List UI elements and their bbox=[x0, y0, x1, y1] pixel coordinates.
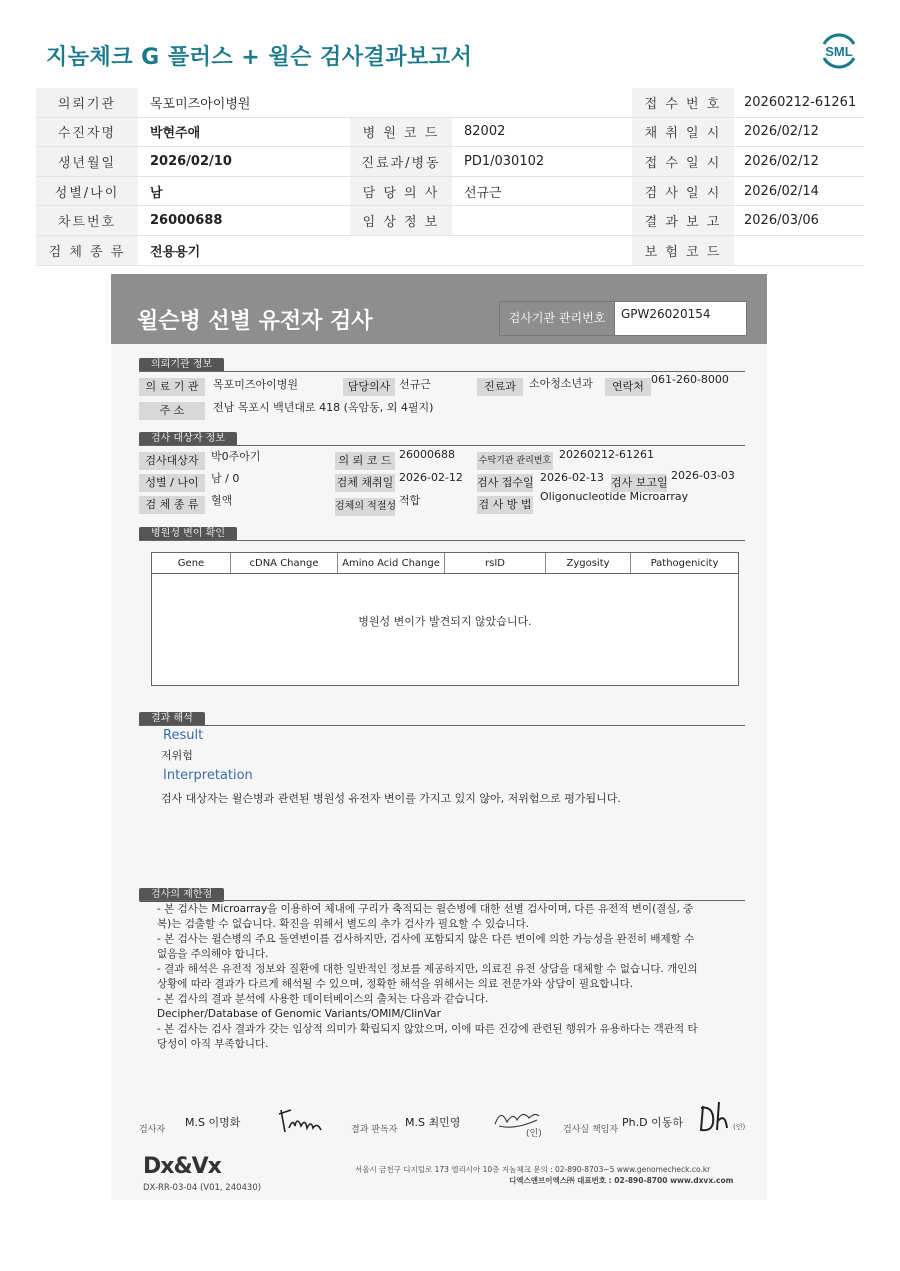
info-value: 남 bbox=[138, 176, 350, 206]
section-divider bbox=[139, 540, 745, 541]
org-value: 목포미즈아이병원 bbox=[213, 378, 299, 391]
info-label: 접 수 일 시 bbox=[632, 147, 734, 177]
info-label: 검 체 종 류 bbox=[36, 235, 138, 265]
info-label: 검 사 일 시 bbox=[632, 176, 734, 206]
report-date-label: 검사 보고일 bbox=[611, 474, 667, 492]
limitation-line: 당성이 아직 부족합니다. bbox=[157, 1038, 269, 1050]
director-signature bbox=[697, 1100, 741, 1140]
limitation-line: - 본 검사의 결과 분석에 사용한 데이터베이스의 출처는 다음과 같습니다. bbox=[157, 993, 489, 1005]
info-row bbox=[36, 88, 864, 117]
scanned-report bbox=[111, 274, 767, 1200]
info-label: 성별/나이 bbox=[36, 176, 138, 206]
reviewer-name: M.S 최민영 bbox=[405, 1116, 461, 1129]
patient-info-table bbox=[36, 88, 864, 266]
limitation-line: 복)는 검출할 수 없습니다. 확진을 위해서 별도의 추가 검사가 필요할 수 있습니다. bbox=[157, 918, 530, 930]
report-date-value: 2026-03-03 bbox=[671, 469, 735, 482]
info-value bbox=[452, 206, 632, 236]
director-stamp: (인) bbox=[733, 1123, 746, 1131]
sex-age-label: 성별 / 나이 bbox=[139, 474, 205, 492]
subject-name-label: 검사대상자 bbox=[139, 452, 205, 470]
specimen-fitness-value: 적합 bbox=[399, 494, 421, 507]
info-label: 진료과/병동 bbox=[350, 147, 452, 177]
report-title: 윌슨병 선별 유전자 검사 bbox=[137, 309, 373, 334]
test-method-label: 검 사 방 법 bbox=[477, 496, 533, 514]
col-pathogenicity: Pathogenicity bbox=[650, 558, 719, 569]
info-row bbox=[36, 235, 864, 265]
limitation-line: 상황에 따라 결과가 다르게 해석될 수 있으며, 정확한 해석을 위해서는 의료 전문가와 상담이 필요합니다. bbox=[157, 978, 634, 990]
info-value: 2026/02/10 bbox=[138, 147, 350, 177]
contact-value: 061-260-8000 bbox=[651, 373, 729, 386]
specimen-fitness-label: 검체의 적절성 bbox=[335, 498, 395, 516]
info-value: 20260212-61261 bbox=[734, 88, 864, 117]
col-gene: Gene bbox=[152, 553, 231, 573]
limitation-line: - 본 검사는 윌슨병의 주요 돌연변이를 검사하지만, 검사에 포함되지 않은 다른 변이에 의한 가능성을 완전히 배제할 수 bbox=[157, 933, 695, 945]
section-limitations-tab: 검사의 제한점 bbox=[139, 888, 224, 902]
info-value: 2026/02/12 bbox=[734, 147, 864, 177]
interpretation-text: 검사 대상자는 윌슨병과 관련된 병원성 유전자 변이를 가지고 있지 않아, 저위험으로 평가됩니다. bbox=[161, 792, 621, 805]
dept-value: 소아청소년과 bbox=[529, 377, 593, 390]
doctor-value: 선규근 bbox=[399, 378, 431, 391]
limitation-line: 없음을 주의해야 합니다. bbox=[157, 948, 269, 960]
limitation-line: Decipher/Database of Genomic Variants/OMIM/ClinVar bbox=[157, 1008, 441, 1020]
test-method-value: Oligonucleotide Microarray bbox=[540, 490, 689, 503]
section-divider bbox=[139, 445, 745, 446]
doctor-label: 담당의사 bbox=[343, 378, 395, 396]
receipt-date-value: 2026-02-13 bbox=[540, 471, 604, 484]
info-value: 2026/02/12 bbox=[734, 117, 864, 147]
info-label: 의뢰기관 bbox=[36, 88, 138, 117]
tester-label: 검사자 bbox=[139, 1125, 166, 1135]
info-row bbox=[36, 117, 864, 147]
receipt-date-label: 검사 접수일 bbox=[477, 474, 533, 492]
no-variant-message: 병원성 변이가 발견되지 않았습니다. bbox=[358, 615, 532, 628]
info-label bbox=[350, 88, 452, 117]
info-value: 2026/03/06 bbox=[734, 206, 864, 236]
director-label: 검사실 책임자 bbox=[563, 1125, 619, 1135]
info-row bbox=[36, 147, 864, 177]
section-divider bbox=[139, 371, 745, 372]
contact-label: 연락처 bbox=[605, 378, 651, 396]
sex-age-value: 남 / 0 bbox=[211, 472, 240, 485]
variant-table bbox=[151, 552, 739, 686]
info-value bbox=[452, 235, 632, 265]
info-value bbox=[452, 88, 632, 117]
limitation-line: - 결과 해석은 유전적 정보와 질환에 대한 일반적인 정보를 제공하지만, 의료진 유전 상담을 대체할 수 없습니다. 개인의 bbox=[157, 963, 698, 975]
footer-address: 서울시 금천구 디지털로 173 엘리시아 10층 지놈체크 문의 : 02-890-8703~5 www.genomecheck.co.kr bbox=[355, 1165, 711, 1174]
dxvx-logo: Dx&Vx bbox=[143, 1154, 221, 1179]
info-label: 병 원 코 드 bbox=[350, 117, 452, 147]
management-number-box bbox=[499, 301, 747, 336]
result-heading: Result bbox=[163, 728, 204, 743]
receiving-number-label: 수탁기관 관리번호 bbox=[477, 452, 553, 470]
info-row bbox=[36, 176, 864, 206]
col-rsid: rsID bbox=[445, 553, 546, 573]
info-label: 차트번호 bbox=[36, 206, 138, 236]
section-subject-tab: 검사 대상자 정보 bbox=[139, 432, 237, 446]
info-value: 선규근 bbox=[452, 176, 632, 206]
info-label bbox=[350, 235, 452, 265]
subject-name-value: 박0주아기 bbox=[211, 450, 261, 463]
section-divider bbox=[139, 900, 745, 901]
info-value: 2026/02/14 bbox=[734, 176, 864, 206]
dept-label: 진료과 bbox=[477, 378, 523, 396]
form-code: DX-RR-03-04 (V01, 240430) bbox=[143, 1183, 262, 1193]
reviewer-stamp: (인) bbox=[526, 1129, 542, 1139]
col-cdna-change: cDNA Change bbox=[231, 553, 338, 573]
info-value: PD1/030102 bbox=[452, 147, 632, 177]
section-divider bbox=[139, 725, 745, 726]
report-header-band bbox=[111, 274, 767, 344]
director-name: Ph.D 이동하 bbox=[622, 1116, 683, 1129]
info-label: 임 상 정 보 bbox=[350, 206, 452, 236]
sml-logo-text: SML bbox=[825, 44, 853, 59]
info-label: 접 수 번 호 bbox=[632, 88, 734, 117]
limitation-line: - 본 검사는 검사 결과가 갖는 임상적 의미가 확립되지 않았으며, 이에 따른 건강에 관련된 행위가 유용하다는 객관적 타 bbox=[157, 1023, 698, 1035]
variant-table-header bbox=[152, 553, 738, 574]
request-code-value: 26000688 bbox=[399, 448, 455, 461]
info-value: 82002 bbox=[452, 117, 632, 147]
info-label: 보 험 코 드 bbox=[632, 235, 734, 265]
section-variant-tab: 병원성 변이 확인 bbox=[139, 527, 237, 541]
address-label: 주 소 bbox=[139, 402, 205, 420]
section-requester-tab: 의뢰기관 정보 bbox=[139, 358, 224, 372]
info-value: 26000688 bbox=[138, 206, 350, 236]
org-label: 의 료 기 관 bbox=[139, 378, 205, 396]
specimen-type-value: 혈액 bbox=[211, 494, 233, 507]
interpretation-heading: Interpretation bbox=[163, 768, 253, 783]
management-number-label: 검사기관 관리번호 bbox=[500, 302, 615, 335]
info-label: 결 과 보 고 bbox=[632, 206, 734, 236]
tester-name: M.S 이명화 bbox=[185, 1116, 241, 1129]
sml-logo bbox=[818, 30, 860, 72]
info-value: 박현주애 bbox=[138, 117, 350, 147]
collection-date-label: 검체 채취일 bbox=[335, 474, 395, 492]
info-label: 담 당 의 사 bbox=[350, 176, 452, 206]
receiving-number-value: 20260212-61261 bbox=[559, 448, 654, 461]
info-value: 전용용기 bbox=[138, 235, 350, 265]
result-value: 저위험 bbox=[161, 749, 193, 762]
management-number-value: GPW26020154 bbox=[621, 307, 711, 321]
col-zygosity: Zygosity bbox=[546, 553, 631, 573]
limitations-list bbox=[157, 902, 698, 1052]
section-result-tab: 결과 해석 bbox=[139, 712, 205, 726]
info-label: 수진자명 bbox=[36, 117, 138, 147]
footer-company: 디엑스앤브이엑스㈜ 대표번호 : 02-890-8700 www.dxvx.com bbox=[509, 1176, 734, 1185]
specimen-type-label: 검 체 종 류 bbox=[139, 496, 205, 514]
col-amino-acid-change: Amino Acid Change bbox=[338, 553, 445, 573]
info-label: 채 취 일 시 bbox=[632, 117, 734, 147]
info-label: 생년월일 bbox=[36, 147, 138, 177]
info-value: 목포미즈아이병원 bbox=[138, 88, 350, 117]
address-value: 전남 목포시 백년대로 418 (옥암동, 외 4필지) bbox=[213, 401, 434, 414]
limitation-line: - 본 검사는 Microarray을 이용하여 체내에 구리가 축적되는 윌슨병에 대한 선별 검사이며, 다른 유전적 변이(결실, 중 bbox=[157, 903, 694, 915]
request-code-label: 의 뢰 코 드 bbox=[335, 452, 395, 470]
collection-date-value: 2026-02-12 bbox=[399, 471, 463, 484]
document-title: 지놈체크 G 플러스 + 윌슨 검사결과보고서 bbox=[46, 45, 473, 70]
tester-signature bbox=[277, 1104, 325, 1140]
reviewer-label: 결과 판독자 bbox=[351, 1125, 398, 1135]
info-row bbox=[36, 206, 864, 236]
info-value bbox=[734, 235, 864, 265]
